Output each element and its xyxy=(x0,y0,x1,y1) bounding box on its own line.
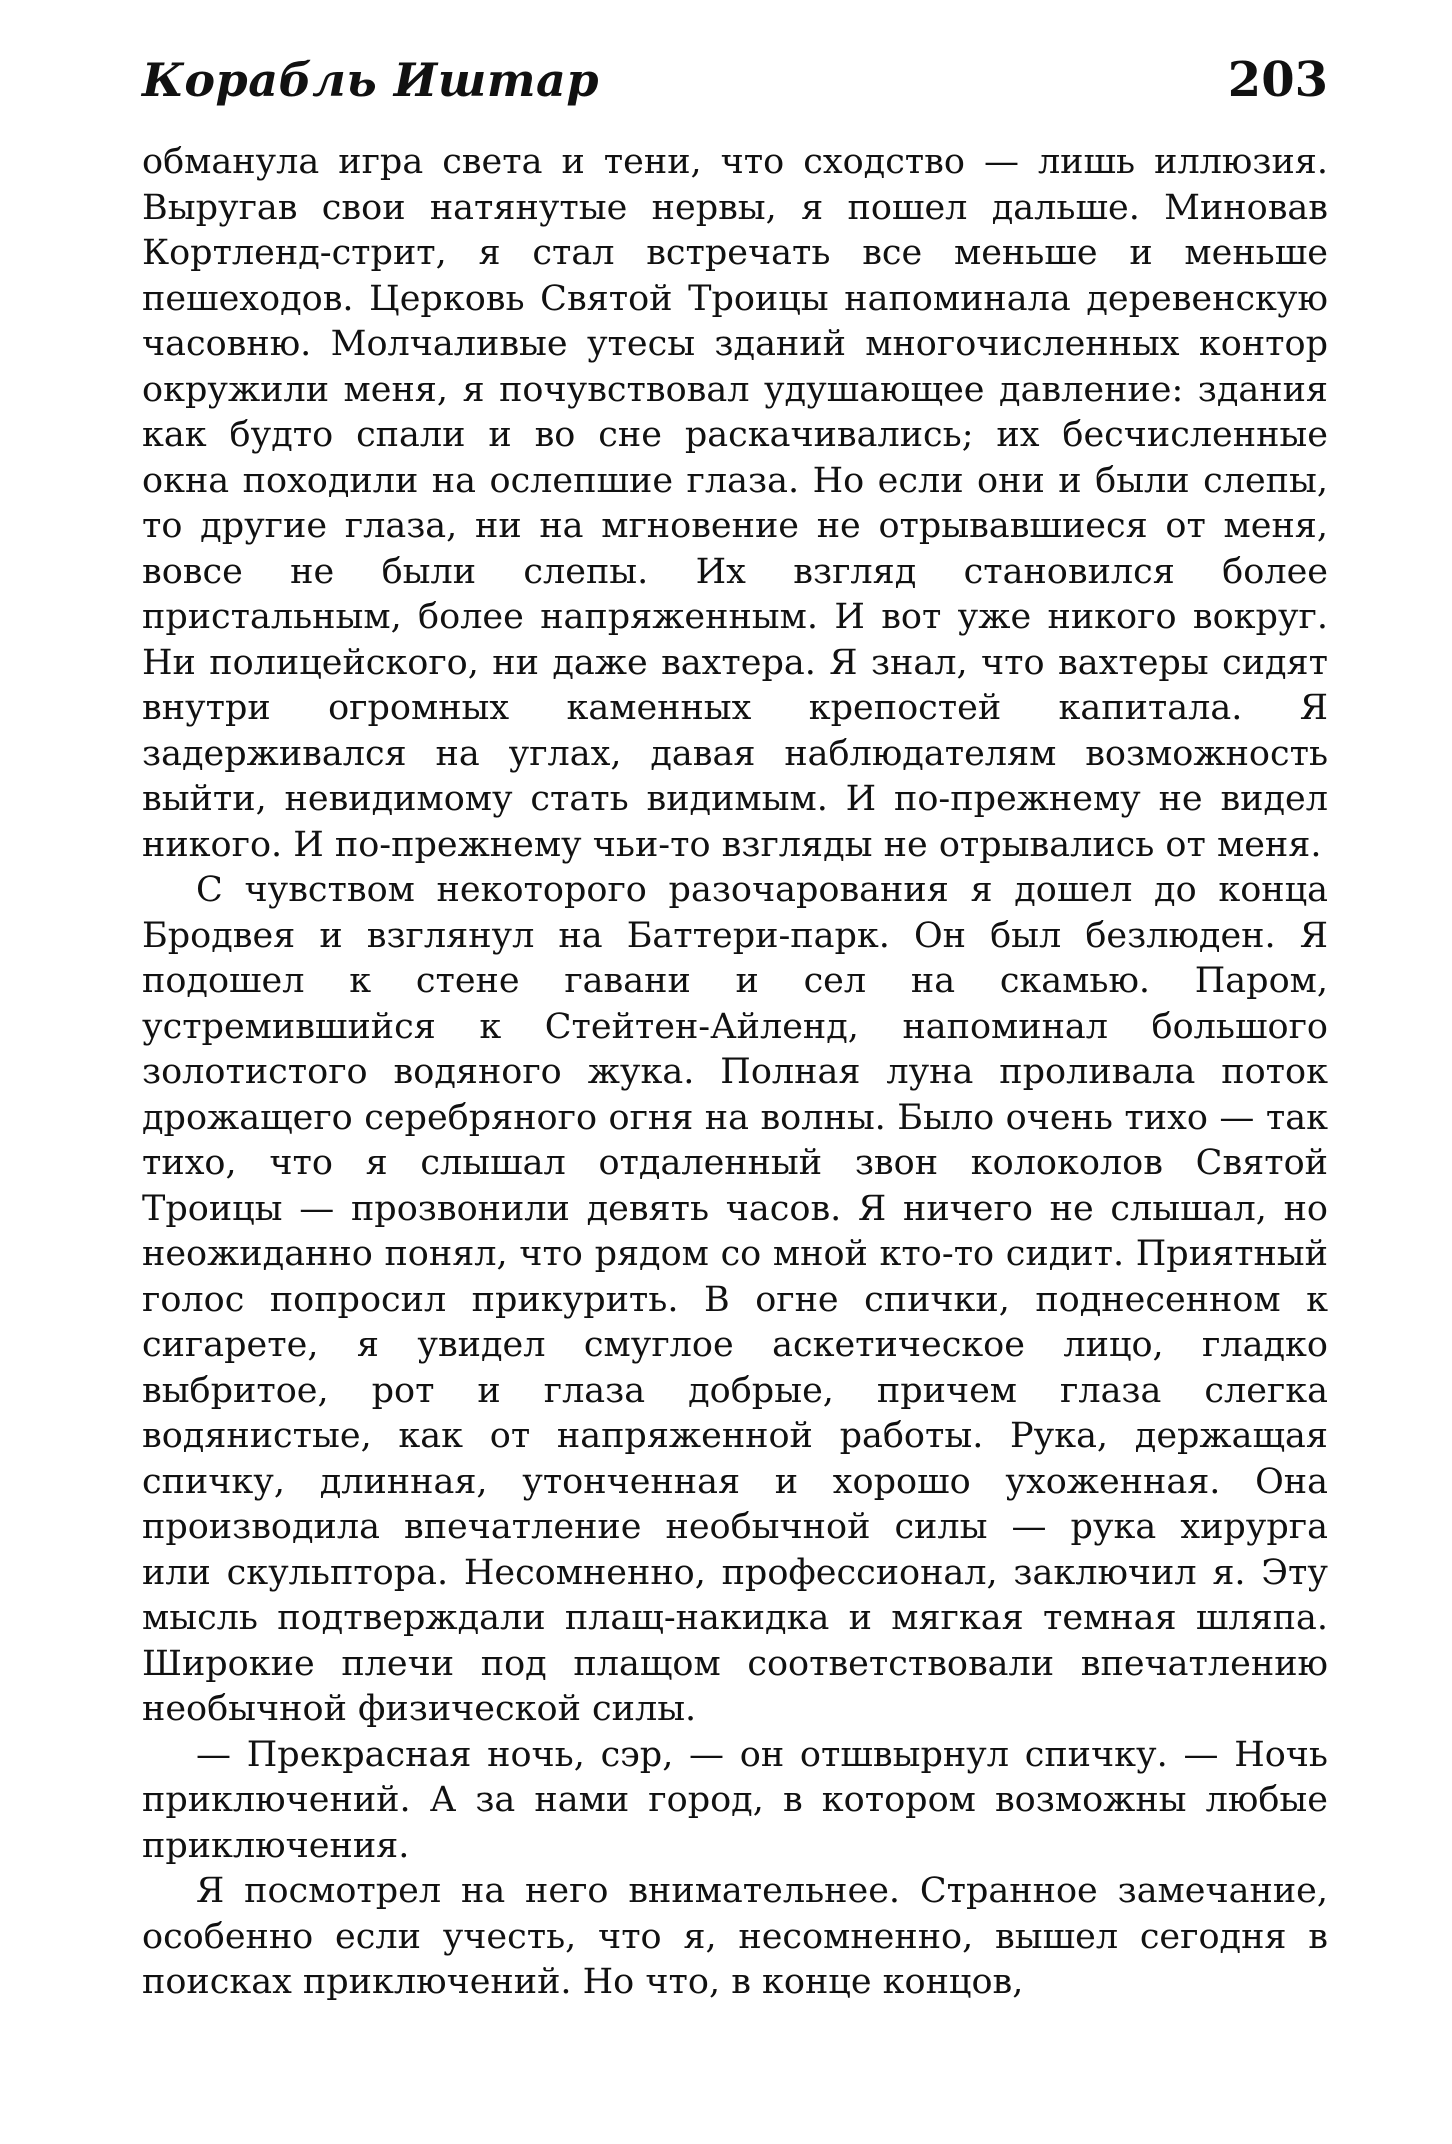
text-body xyxy=(142,140,1328,2006)
paragraph-closing: Я посмотрел на него внимательнее. Странное замечание, особенно если учесть, что я, несомненно, вышел сегодня в поисках приключений. Но что, в конце концов, xyxy=(142,1871,1328,2002)
paragraph-dialogue: — Прекрасная ночь, сэр, — он отшвырнул спичку. — Ночь приключений. А за нами город, в котором возможны любые приключения. xyxy=(142,1734,1328,1866)
page-number: 203 xyxy=(1227,52,1328,108)
paragraph-battery-park: С чувством некоторого разочарования я дошел до конца Бродвея и взглянул на Баттери-парк. Он был безлюден. Я подошел к стене гавани и сел на скамью. Паром, устремившийся к Стейтен-Айленд, напоминал большого золотистого водяного жука. Полная луна проливала поток дрожащего серебряного огня на волны. Было очень тихо — так тихо, что я слышал отдаленный звон колоколов Святой Троицы — прозвонили девять часов. Я ничего не слышал, но неожиданно понял, что рядом со мной кто-то сидит. Приятный голос попросил прикурить. В огне спички, поднесенном к сигарете, я увидел смуглое аскетическое лицо, гладко выбритое, рот и глаза добрые, причем глаза слегка водянистые, как от напряженной работы. Рука, держащая спичку, длинная, утонченная и хорошо ухоженная. Она производила впечатление необычной силы — рука хирурга или скульптора. Несомненно, профессионал, заключил я. Эту мысль подтверждали плащ-накидка и мягкая темная шляпа. Широкие плечи под плащом соответствовали впечатлению необычной физической силы. xyxy=(142,870,1328,1729)
running-header xyxy=(142,52,1328,122)
paragraph-continued: обманула игра света и тени, что сходство — лишь иллюзия. Выругав свои натянутые нервы, я пошел дальше. Миновав Кортленд-стрит, я стал встречать все меньше и меньше пешеходов. Церковь Святой Троицы напоминала деревенскую часовню. Молчаливые утесы зданий многочисленных контор окружили меня, я почувствовал удушающее давление: здания как будто спали и во сне раскачивались; их бесчисленные окна походили на ослепшие глаза. Но если они и были слепы, то другие глаза, ни на мгновение не отрывавшиеся от меня, вовсе не были слепы. Их взгляд становился более пристальным, более напряженным. И вот уже никого вокруг. Ни полицейского, ни даже вахтера. Я знал, что вахтеры сидят внутри огромных каменных крепостей капитала. Я задерживался на углах, давая наблюдателям возможность выйти, невидимому стать видимым. И по-прежнему не видел никого. И по-прежнему чьи-то взгляды не отрывались от меня. xyxy=(142,142,1328,865)
book-title: Корабль Иштар xyxy=(142,53,600,107)
